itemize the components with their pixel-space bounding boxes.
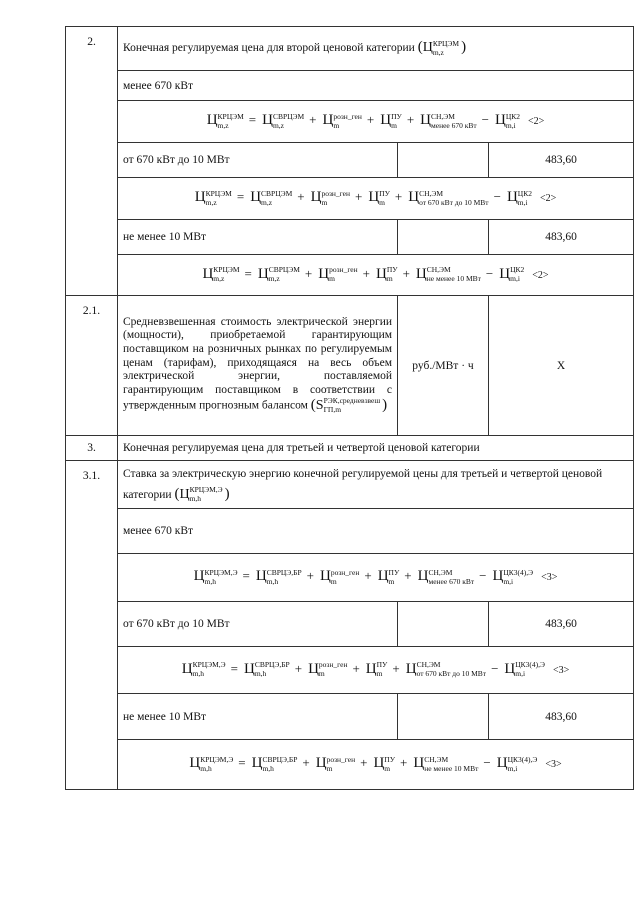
formula: Ц КРЦЭМ,Э m,h = Ц СВРЦЭ,БР m,h + Ц розн_ген m + Ц ПУ m + Ц СН,ЭМ от 670 кВт до 10 МВт − Ц ЦК3(4),Э m,i <3> [118, 647, 634, 694]
range-label: не менее 10 МВт [118, 220, 398, 255]
table-row [66, 461, 634, 509]
formula: Ц КРЦЭМ m,z = Ц СВРЦЭМ m,z + Ц розн_ген m + Ц ПУ m + Ц СН,ЭМ не менее 10 МВт − Ц ЦК2 m,i <2> [118, 255, 634, 296]
table-row [66, 647, 634, 694]
range-label: менее 670 кВт [118, 509, 634, 554]
unit-cell [398, 143, 489, 178]
section-title [118, 27, 634, 71]
section-title [118, 461, 634, 509]
unit-cell [398, 220, 489, 255]
range-label: не менее 10 МВт [118, 694, 398, 740]
table-row [66, 694, 634, 740]
section-title: Конечная регулируемая цена для третьей и четвертой ценовой категории [118, 436, 634, 461]
table-row [66, 509, 634, 554]
title-text: Ставка за электрическую энергию конечной регулируемой цены для третьей и четвертой ценовой категории [123, 468, 603, 501]
formula: Ц КРЦЭМ,Э m,h = Ц СВРЦЭ,БР m,h + Ц розн_ген m + Ц ПУ m + Ц СН,ЭМ менее 670 кВт − Ц ЦК3(4),Э m,i <3> [118, 554, 634, 602]
value-cell: Х [489, 296, 634, 436]
value-cell: 483,60 [489, 220, 634, 255]
table-row [66, 178, 634, 220]
tariff-table [65, 26, 634, 790]
table-row [66, 143, 634, 178]
document [65, 26, 633, 790]
table-row [66, 296, 634, 436]
row-number: 3. [66, 436, 118, 461]
table-row [66, 27, 634, 71]
title-symbol: (Ц КРЦЭМ,Э m,h ) [174, 485, 230, 504]
row-number: 2.1. [66, 296, 118, 436]
range-label: от 670 кВт до 10 МВт [118, 143, 398, 178]
row-number: 3.1. [66, 461, 118, 790]
title-text: Конечная регулируемая цена для второй ценовой категории [123, 42, 415, 55]
table-row [66, 220, 634, 255]
title-symbol: (Ц КРЦЭМ m,z ) [417, 38, 467, 57]
range-label: менее 670 кВт [118, 71, 634, 101]
unit-cell [398, 694, 489, 740]
table-row [66, 740, 634, 790]
table-row [66, 554, 634, 602]
table-row [66, 71, 634, 101]
value-cell: 483,60 [489, 143, 634, 178]
table-row [66, 255, 634, 296]
range-label: от 670 кВт до 10 МВт [118, 602, 398, 647]
unit-cell: руб./МВт · ч [398, 296, 489, 436]
value-cell: 483,60 [489, 602, 634, 647]
formula: Ц КРЦЭМ,Э m,h = Ц СВРЦЭ,БР m,h + Ц розн_ген m + Ц ПУ m + Ц СН,ЭМ не менее 10 МВт − Ц ЦК3(4),Э m,i <3> [118, 740, 634, 790]
description-symbol: (S РЭК,средневзвеш ГП,m ) [310, 396, 388, 415]
value-cell: 483,60 [489, 694, 634, 740]
description-text: Средневзвешенная стоимость электрической энергии (мощности), приобретаемой гарантирующим поставщиком на розничных рынках по регулируемым ценам (тарифам), приходящаяся на весь объем электрической энергии, поставляемой гарантирующим поставщиком в соответствии с утвержденным прогнозным балансом [123, 315, 392, 412]
unit-cell [398, 602, 489, 647]
table-row [66, 602, 634, 647]
description-cell [118, 296, 398, 436]
row-number: 2. [66, 27, 118, 296]
formula: Ц КРЦЭМ m,z = Ц СВРЦЭМ m,z + Ц розн_ген m + Ц ПУ m + Ц СН,ЭМ от 670 кВт до 10 МВт − Ц ЦК2 m,i <2> [118, 178, 634, 220]
table-row [66, 101, 634, 143]
formula: Ц КРЦЭМ m,z = Ц СВРЦЭМ m,z + Ц розн_ген m + Ц ПУ m + Ц СН,ЭМ менее 670 кВт − Ц ЦК2 m,i <2> [118, 101, 634, 143]
table-row [66, 436, 634, 461]
